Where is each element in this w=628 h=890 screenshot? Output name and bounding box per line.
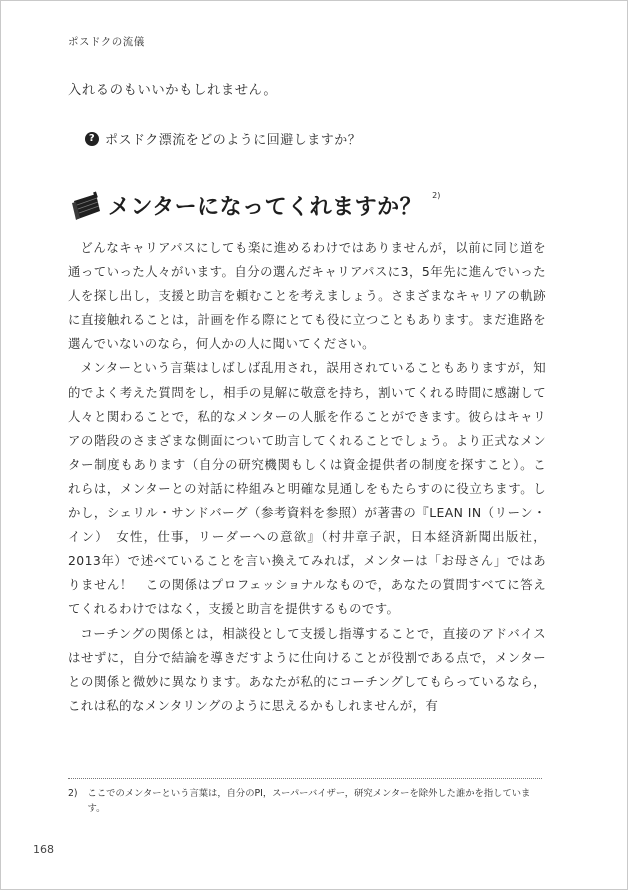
footnote-text: ここでのメンターという言葉は，自分のPI，スーパーバイザー，研究メンターを除外した誰かを指しています。 (87, 788, 531, 814)
question-prompt (85, 129, 361, 148)
paragraph: メンターという言葉はしばしば乱用され，誤用されていることもありますが，知的でよく考えた質問をし，相手の見解に敬意を持ち，割いてくれる時間に感謝して人々と関わることで，私的なメンターの人脈を作ることができます。彼らはキャリアの階段のさまざまな側面について助言してくれることでしょう。より正式なメンター制度もあります（自分の研究機関もしくは資金提供者の制度を探すこと）。これらは，メンターとの対話に枠組みと明確な見通しをもたらすのに役立ちます。しかし，シェリル・サンドバーグ（参考資料を参照）が著書の『LEAN IN（リーン・イン） 女性，仕事，リーダーへの意欲』（村井章子訳，日本経済新聞出版社，2013年）で述べていることを言い換えてみれば，メンターは「お母さん」ではありません！ この関係はプロフェッショナルなもので，あなたの質問すべてに答えてくれるわけではなく，支援と助言を提供するものです。 (68, 360, 546, 617)
body-text (68, 236, 546, 718)
question-text: ポスドク漂流をどのように回避しますか？ (105, 133, 362, 148)
footnote (68, 786, 546, 816)
footnote-reference: 2) (432, 191, 441, 200)
paragraph: どんなキャリアパスにしても楽に進めるわけではありませんが，以前に同じ道を通っていった人々がいます。自分の選んだキャリアパスに3，5年先に進んでいった人を探し出し，支援と助言を頼むことを考えましょう。さまざまなキャリアの軌跡に直接触れることは，計画を作る際にとても役に立つこともあります。まだ進路を選んでいないのなら，何人かの人に聞いてください。 (68, 240, 546, 352)
footnote-divider (68, 778, 542, 779)
question-circle-icon: ? (85, 132, 99, 146)
section-title: メンターになってくれますか？ (108, 195, 423, 220)
footnote-number: 2) (68, 788, 78, 799)
paragraph: コーチングの関係とは，相談役として支援し指導することで，直接のアドバイスはせずに，自分で結論を導きだすように仕向けることが役割である点で，メンターとの関係と微妙に異なります。あなたが私的にコーチングしてもらっているなら，これは私的なメンタリングのように思えるかもしれませんが，有 (68, 625, 546, 713)
continued-text-line: 入れるのもいいかもしれません。 (68, 83, 278, 98)
running-header: ポスドクの流儀 (68, 36, 145, 48)
page-number: 168 (33, 843, 54, 856)
notebook-icon (68, 191, 102, 221)
section-heading (68, 190, 440, 221)
